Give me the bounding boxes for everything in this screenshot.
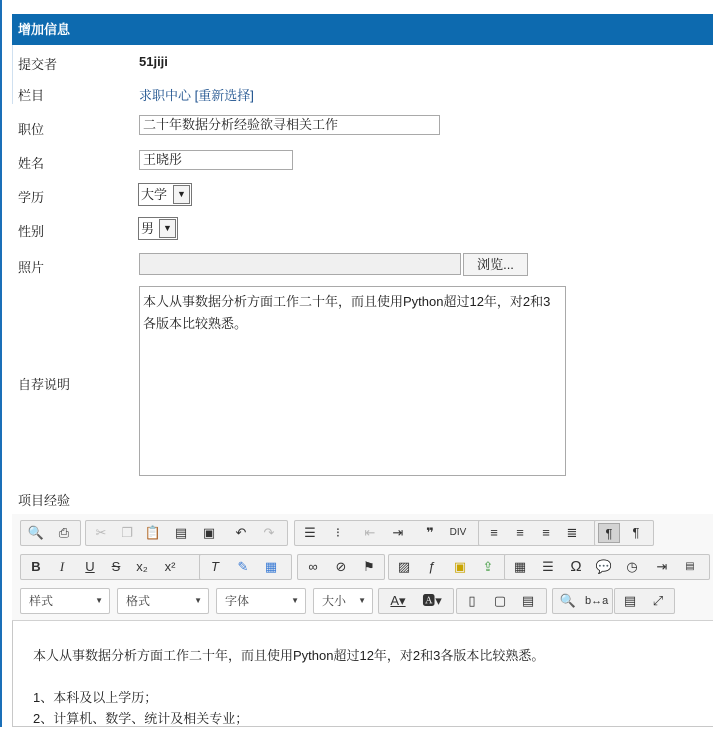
new-page-icon[interactable]: ▢ [493,593,507,608]
paste-icon[interactable]: 📋 [144,525,162,540]
upload-icon[interactable]: ⇪ [482,559,494,574]
toolbar-group-colors [378,588,454,614]
align-left-icon[interactable]: ≡ [490,525,498,540]
font-combo-label: 字体 [225,594,250,608]
subscript-icon[interactable]: x₂ [136,559,148,574]
size-combo-label: 大小 [322,594,347,608]
redo-icon[interactable]: ↷ [263,525,275,540]
self-intro-textarea[interactable]: 本人从事数据分析方面工作二十年，而且使用Python超过12年，对2和3各版本比较熟悉。 [139,286,566,476]
div-container-icon[interactable]: DIV [449,527,467,538]
indent-icon[interactable]: ⇥ [392,525,404,540]
paste-text-icon[interactable]: ▤ [174,525,188,540]
italic-icon[interactable]: I [59,559,65,574]
time-icon[interactable]: ◷ [626,559,638,574]
editor-content[interactable] [33,645,544,729]
unlink-icon[interactable]: ⊘ [335,559,347,574]
chevron-down-icon: ▼ [194,596,202,605]
show-blocks-icon[interactable]: ▯ [468,593,476,608]
toolbar-group-find [552,588,613,614]
blockquote-icon[interactable]: ❞ [426,525,434,540]
content-list-item: 1、本科及以上学历； [33,690,158,705]
chevron-down-icon: ▼ [95,596,103,605]
toolbar-group-basic-style [20,554,202,580]
strikethrough-icon[interactable]: S [111,559,121,574]
link-icon[interactable]: ∞ [308,559,318,574]
submitter-label: 提交者 [18,57,58,72]
code-icon[interactable]: ▤ [685,561,695,572]
ltr-direction-icon[interactable]: ¶ [598,523,620,543]
column-value [139,85,254,104]
paste-word-icon[interactable]: ▣ [202,525,216,540]
chevron-down-icon: ▼ [173,185,190,204]
browse-button[interactable]: 浏览... [463,253,528,276]
bold-icon[interactable]: B [31,559,41,574]
gender-select[interactable] [138,217,178,240]
copy-icon[interactable]: ❐ [121,525,133,540]
left-accent-bar [0,0,2,727]
position-label: 职位 [18,122,45,137]
toolbar-group-document [20,520,81,546]
toolbar-group-cleanup [199,554,292,580]
panel-title: 增加信息 [12,14,713,45]
name-input[interactable]: 王晓彤 [139,150,293,170]
numbered-list-icon[interactable]: ☰ [304,525,316,540]
toolbar-group-insert [504,554,710,580]
justify-icon[interactable]: ≣ [566,525,578,540]
photo-file-input[interactable] [139,253,461,275]
column-link[interactable]: 求职中心 [139,88,192,103]
toolbar-group-tools [456,588,547,614]
superscript-icon[interactable]: x² [164,559,176,574]
gender-selected: 男 [141,221,155,236]
anchor-flag-icon[interactable]: ⚑ [363,559,375,574]
toolbar-group-insert-media [388,554,506,580]
education-select[interactable] [138,183,192,206]
content-paragraph: 本人从事数据分析方面工作二十年，而且使用Python超过12年，对2和3各版本比较熟悉。 [33,648,545,663]
project-label: 项目经验 [18,493,71,508]
document-icon[interactable]: ▤ [521,593,535,608]
undo-icon[interactable]: ↶ [235,525,247,540]
name-label: 姓名 [18,156,45,171]
gender-label: 性别 [18,224,45,239]
remove-format-icon[interactable]: T [211,559,219,574]
source-icon[interactable]: ▤ [623,593,637,608]
editor-toolbar [12,514,713,621]
submitter-value: 51jiji [139,54,168,69]
horizontal-rule-icon[interactable]: ☰ [542,559,554,574]
size-combo[interactable] [313,588,373,614]
style-combo[interactable] [20,588,110,614]
templates-icon[interactable]: ▦ [264,559,278,574]
reselect-link[interactable]: [重新选择] [194,88,254,103]
text-color-icon[interactable]: A▾ [390,593,406,608]
toolbar-group-links [297,554,385,580]
bullet-list-icon[interactable]: ⁝ [335,525,341,540]
table-icon[interactable]: ▦ [513,559,527,574]
outdent-icon[interactable]: ⇤ [364,525,376,540]
page-break-icon[interactable]: ⇥ [656,559,668,574]
find-icon[interactable]: 🔍 [559,593,577,608]
toolbar-group-align [478,520,596,546]
style-combo-label: 样式 [29,594,54,608]
toolbar-group-view [614,588,675,614]
photo-label: 照片 [18,260,45,275]
self-intro-label: 自荐说明 [18,377,71,392]
media-icon[interactable]: ▣ [453,559,467,574]
toolbar-group-lists [294,520,484,546]
toolbar-group-clipboard [85,520,288,546]
chevron-down-icon: ▼ [159,219,176,238]
chevron-down-icon: ▼ [358,596,366,605]
chevron-down-icon: ▼ [291,596,299,605]
education-selected: 大学 [141,187,168,202]
column-label: 栏目 [18,88,45,103]
maximize-icon[interactable]: ⤢ [652,593,664,608]
print-icon[interactable]: ⎙ [58,525,70,540]
preview-icon[interactable]: 🔍 [27,525,45,540]
align-center-icon[interactable]: ≡ [516,525,524,540]
underline-icon[interactable]: U [85,559,95,574]
rtl-direction-icon[interactable]: ¶ [632,525,640,540]
replace-icon[interactable]: b↔a [585,595,609,607]
copy-formatting-icon[interactable]: ✎ [237,559,249,574]
image-icon[interactable]: ▨ [397,559,411,574]
format-combo-label: 格式 [126,594,151,608]
position-input[interactable]: 二十年数据分析经验欲寻相关工作 [139,115,440,135]
cut-icon[interactable]: ✂ [95,525,107,540]
toolbar-group-direction [594,520,654,546]
bg-color-icon[interactable]: 🅰▾ [422,593,442,608]
font-combo[interactable] [216,588,306,614]
align-right-icon[interactable]: ≡ [542,525,550,540]
education-label: 学历 [18,190,45,205]
flash-icon[interactable]: ƒ [428,559,436,574]
emoji-icon[interactable]: 💬 [595,559,613,574]
content-list-item: 2、计算机、数学、统计及相关专业； [33,711,249,726]
format-combo[interactable] [117,588,209,614]
special-char-icon[interactable]: Ω [570,558,582,575]
